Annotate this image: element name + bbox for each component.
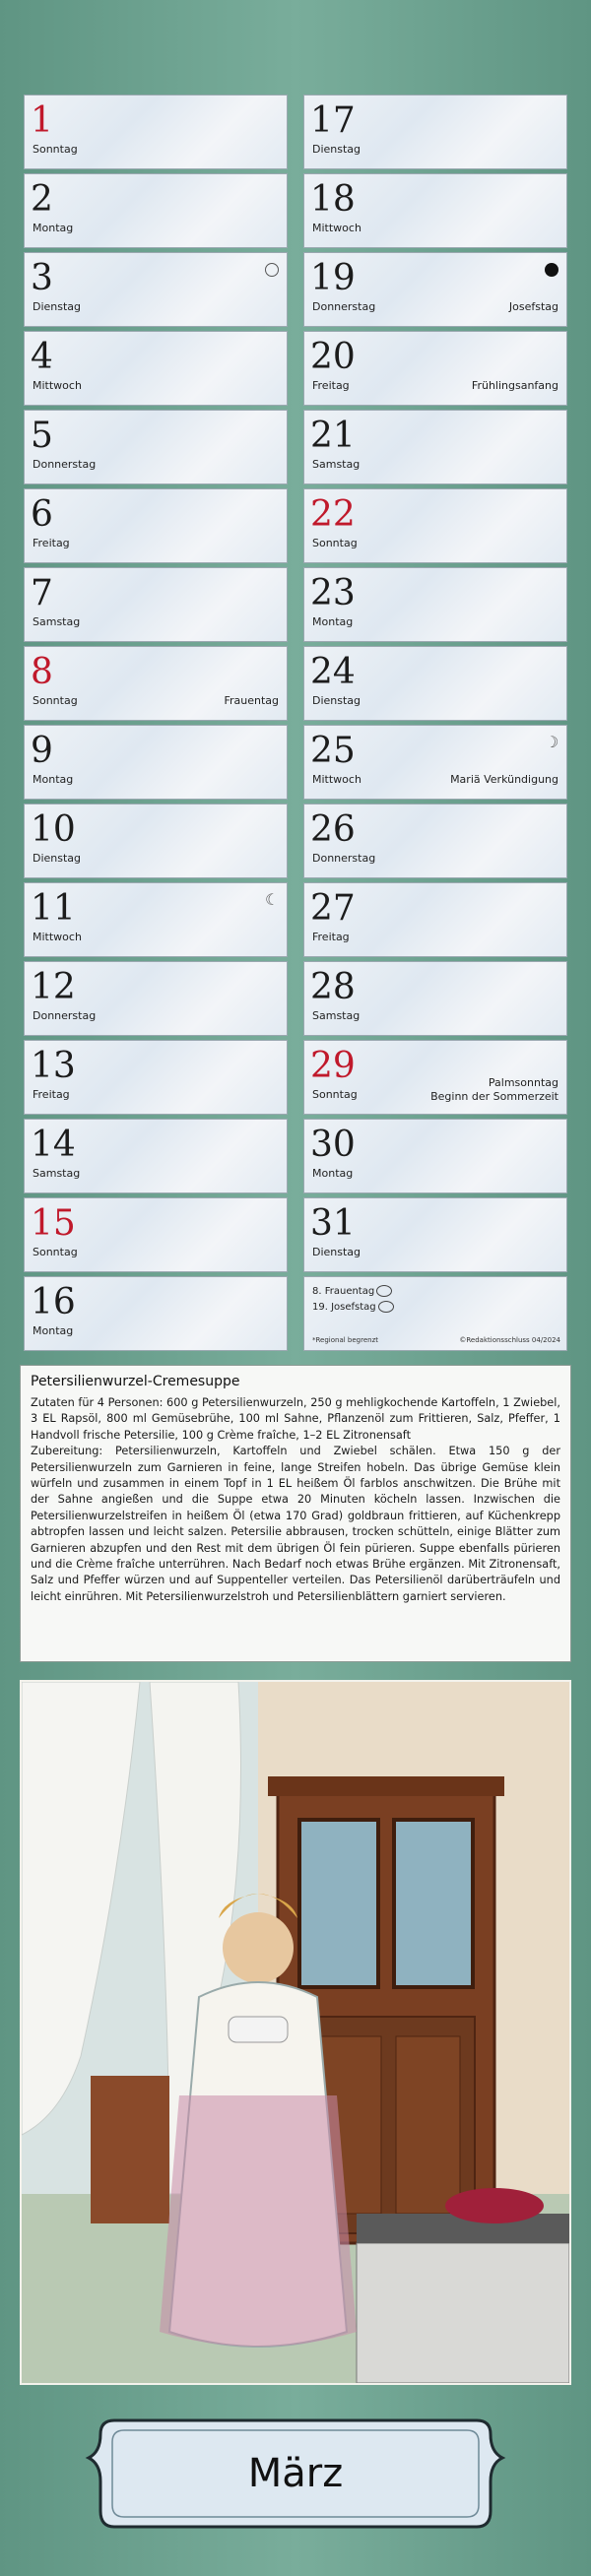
footnote-editorial: ©Redaktionsschluss 04/2024 [459, 1336, 560, 1344]
month-banner [85, 2413, 506, 2535]
weekday-label: Montag [312, 615, 354, 628]
day-cell [303, 961, 567, 1036]
day-cell [303, 804, 567, 878]
day-cell [303, 488, 567, 563]
day-number: 3 [31, 258, 53, 298]
day-cell [24, 567, 288, 642]
weekday-label: Donnerstag [312, 852, 376, 865]
day-cell [24, 252, 288, 327]
day-number: 6 [31, 494, 53, 535]
new-moon-outline-icon [265, 263, 279, 277]
illustration-svg [22, 1682, 569, 2383]
day-number: 20 [310, 337, 356, 377]
days-column-right [303, 95, 567, 1355]
day-number: 23 [310, 573, 356, 613]
day-cell [24, 95, 288, 169]
day-cell [303, 1119, 567, 1193]
day-number: 5 [31, 416, 53, 456]
holiday-name-secondary: Beginn der Sommerzeit [430, 1090, 558, 1103]
day-number: 10 [31, 809, 76, 850]
weekday-label: Montag [33, 773, 74, 786]
day-cell [24, 1119, 288, 1193]
day-cell [303, 882, 567, 957]
holiday-label [224, 694, 279, 707]
day-number: 19 [310, 258, 356, 298]
note-text: 19. Josefstag [312, 1302, 376, 1313]
day-cell [24, 173, 288, 248]
weekday-label: Mittwoch [312, 773, 361, 786]
day-number: 29 [310, 1046, 356, 1086]
weekday-label: Mittwoch [312, 222, 361, 234]
weekday-label: Samstag [312, 458, 361, 471]
day-cell [24, 804, 288, 878]
day-number: 16 [31, 1282, 76, 1322]
day-number: 25 [310, 731, 356, 771]
day-cell [303, 95, 567, 169]
holiday-name: Josefstag [508, 300, 558, 313]
note-line-frauentag [312, 1285, 392, 1297]
day-cell [303, 1197, 567, 1272]
weekday-label: Mittwoch [33, 931, 82, 943]
day-number: 30 [310, 1125, 356, 1165]
days-column-left [24, 95, 288, 1355]
day-number: 24 [310, 652, 356, 692]
weekday-label: Samstag [33, 615, 81, 628]
holiday-name: Palmsonntag [488, 1076, 558, 1089]
weekday-label: Freitag [312, 931, 350, 943]
weekday-label: Dienstag [312, 1246, 361, 1258]
recipe-preparation: Zubereitung: Petersilienwurzeln, Kartoffeln und Zwiebel schälen. Etwa 150 g der Petersilienwurzeln zum Garnieren in feine, lange Streifen hobeln. Das übrige Gemüse klein würfeln und zusammen in einem Topf in 1 EL heißem Öl farblos anschwitzen. Die Brühe mit der Sahne angießen und die Suppe etwa 20 Minuten köcheln lassen. Inzwischen die Petersilienwurzelstreifen in heißem Öl (etwa 170 Grad) goldbraun frittieren, auf Küchenkrepp abtropfen lassen und leicht salzen. Petersilie abbrausen, trocken schütteln, einige Blätter zum Garnieren abzupfen und den Rest mit dem übrigen Öl fein pürieren. Suppe ebenfalls pürieren und die Crème fraîche unterrühren. Nach Bedarf noch etwas Brühe ergänzen. Mit Zitronensaft, Salz und Pfeffer würzen und auf Suppenteller verteilen. Das Petersilienöl darüberträufeln und leicht einrühren. Mit Petersilienwurzelstroh und Petersilienblättern garniert servieren. [31, 1445, 560, 1603]
day-cell [24, 1276, 288, 1351]
weekday-label: Freitag [33, 537, 70, 549]
day-number: 9 [31, 731, 53, 771]
day-cell [24, 488, 288, 563]
regional-icon [376, 1285, 392, 1297]
full-moon-icon [545, 263, 558, 277]
holiday-label [450, 773, 558, 786]
recipe-box [20, 1365, 571, 1662]
day-number: 8 [31, 652, 53, 692]
day-cell [24, 725, 288, 800]
weekday-label: Samstag [312, 1009, 361, 1022]
day-number: 21 [310, 416, 356, 456]
weekday-label: Sonntag [33, 1246, 78, 1258]
day-cell [303, 646, 567, 721]
weekday-label: Montag [33, 222, 74, 234]
weekday-label: Dienstag [312, 143, 361, 156]
day-number: 13 [31, 1046, 76, 1086]
weekday-label: Dienstag [312, 694, 361, 707]
weekday-label: Donnerstag [33, 458, 97, 471]
holiday-name: Frühlingsanfang [471, 379, 558, 392]
holiday-name: Frauentag [224, 694, 279, 707]
day-number: 15 [31, 1203, 76, 1244]
weekday-label: Freitag [312, 379, 350, 392]
weekday-label: Montag [33, 1324, 74, 1337]
day-cell [303, 725, 567, 800]
day-cell [303, 1040, 567, 1115]
regional-icon [378, 1301, 394, 1313]
weekday-label: Donnerstag [312, 300, 376, 313]
holiday-label [430, 1076, 558, 1104]
day-number: 7 [31, 573, 53, 613]
day-number: 4 [31, 337, 53, 377]
day-cell [303, 173, 567, 248]
day-number: 28 [310, 967, 356, 1007]
weekday-label: Mittwoch [33, 379, 82, 392]
day-cell [303, 252, 567, 327]
day-cell [24, 331, 288, 406]
day-cell [24, 646, 288, 721]
day-number: 26 [310, 809, 356, 850]
weekday-label: Dienstag [33, 852, 82, 865]
day-cell [303, 331, 567, 406]
holiday-name: Mariä Verkündigung [450, 773, 558, 786]
day-number: 14 [31, 1125, 76, 1165]
waning-moon-icon: ☾ [265, 890, 280, 909]
day-cell [303, 567, 567, 642]
weekday-label: Dienstag [33, 300, 82, 313]
month-name: März [247, 2451, 344, 2496]
holiday-label [472, 379, 558, 392]
day-cell [24, 1040, 288, 1115]
day-number: 12 [31, 967, 76, 1007]
day-number: 31 [310, 1203, 356, 1244]
holiday-label [509, 300, 558, 313]
kitchen-illustration [20, 1680, 571, 2385]
day-number: 1 [31, 100, 53, 141]
weekday-label: Samstag [33, 1167, 81, 1180]
day-number: 27 [310, 888, 356, 929]
day-cell [24, 1197, 288, 1272]
day-cell [303, 410, 567, 484]
day-cell [24, 961, 288, 1036]
day-number: 2 [31, 179, 53, 220]
weekday-label: Sonntag [312, 1088, 358, 1101]
weekday-label: Montag [312, 1167, 354, 1180]
recipe-ingredients: Zutaten für 4 Personen: 600 g Petersilienwurzeln, 250 g mehligkochende Kartoffeln, 1 Zwiebel, 3 EL Rapsöl, 800 ml Gemüsebrühe, 100 ml Sahne, Pflanzenöl zum Frittieren, Salz, Pfeffer, 1 Handvoll frische Petersilie, 100 g Crème fraîche, 1–2 EL Zitronensaft [31, 1396, 560, 1442]
day-cell [24, 410, 288, 484]
weekday-label: Sonntag [33, 143, 78, 156]
recipe-title: Petersilienwurzel-Cremesuppe [31, 1374, 240, 1389]
weekday-label: Donnerstag [33, 1009, 97, 1022]
day-cell [24, 882, 288, 957]
footnote-regional: *Regional begrenzt [312, 1336, 379, 1344]
note-text: 8. Frauentag [312, 1286, 375, 1297]
day-number: 18 [310, 179, 356, 220]
day-number: 11 [31, 888, 76, 929]
weekday-label: Freitag [33, 1088, 70, 1101]
waxing-moon-icon: ☽ [545, 733, 559, 751]
weekday-label: Sonntag [312, 537, 358, 549]
day-number: 22 [310, 494, 356, 535]
weekday-label: Sonntag [33, 694, 78, 707]
note-line-josefstag [312, 1301, 394, 1313]
day-number: 17 [310, 100, 356, 141]
notes-cell [303, 1276, 567, 1351]
